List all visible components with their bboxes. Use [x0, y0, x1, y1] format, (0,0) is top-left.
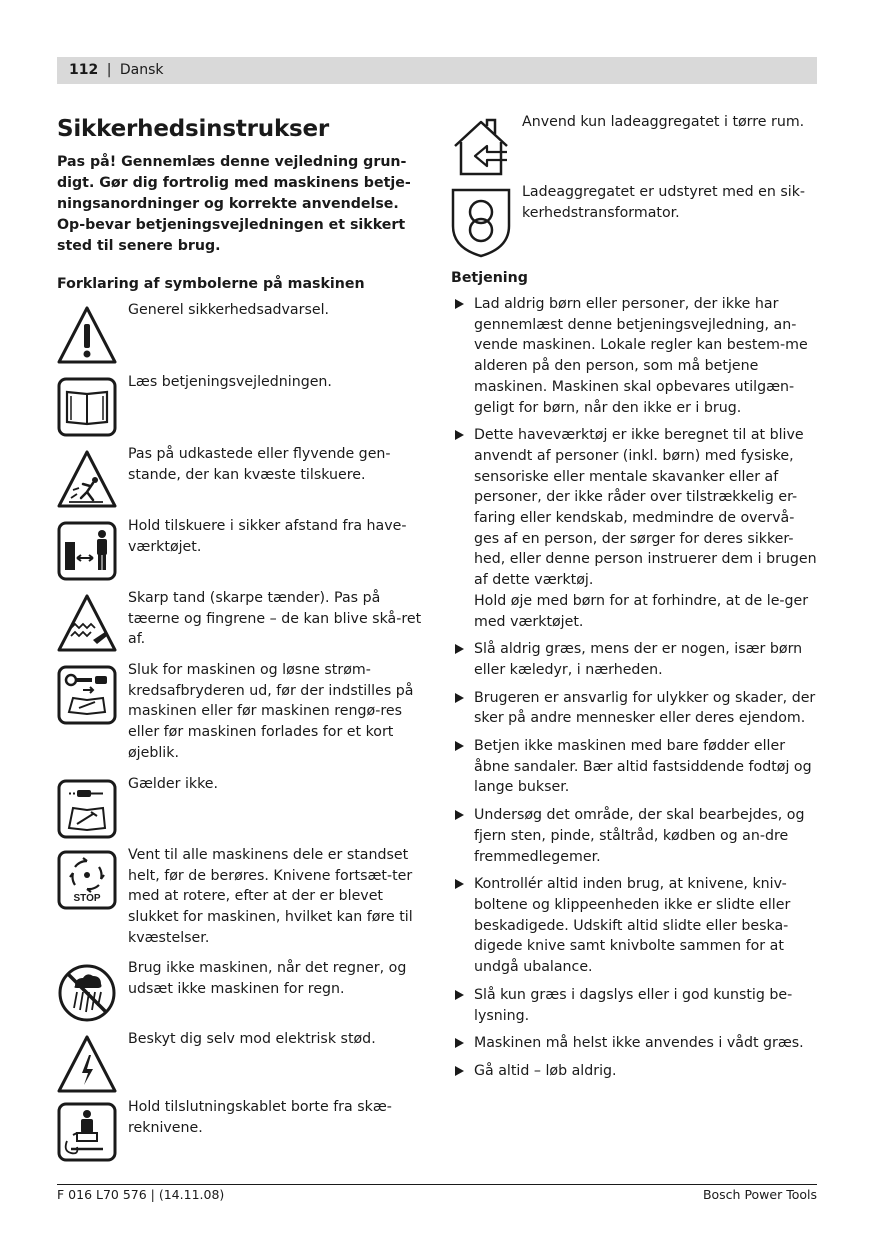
- symbol-row: [57, 300, 429, 366]
- symbol-row: [57, 444, 429, 510]
- symbol-text: Læs betjeningsvejledningen.: [128, 374, 332, 390]
- page-header: [57, 57, 817, 84]
- symbol-text: Generel sikkerhedsadvarsel.: [128, 302, 330, 318]
- list-item: Maskinen må helst ikke anvendes i vådt græs.: [451, 1033, 817, 1054]
- list-item: Brugeren er ansvarlig for ulykker og skader, der sker på andre mennesker eller deres ejendom.: [451, 688, 817, 729]
- footer-brand: Bosch Power Tools: [702, 1187, 817, 1202]
- flying-objects-icon: [57, 448, 117, 510]
- list-item: Kontrollér altid inden brug, at knivene, kniv-boltene og klippeenheden ikke er slidte eller beskadigede. Udskift altid slidte eller beska-digede knive samt knivbolte sammen for at undgå ubalance.: [451, 874, 817, 978]
- svg-text:STOP: STOP: [73, 893, 101, 904]
- symbol-text: Sluk for maskinen og løsne strøm-kredsafbryderen ud, før der indstilles på maskinen eller før maskinen rengø-res eller før maskinen forlades for et kort øjeblik.: [128, 662, 414, 761]
- symbol-row: [57, 1097, 429, 1163]
- symbol-row: [57, 958, 429, 1022]
- symbol-text: Vent til alle maskinens dele er standset helt, før de berøres. Knivene fortsæt-ter med at rotere, efter at der er blevet slukket for maskinen, hvilket kan føre til kvæstelser.: [128, 847, 413, 946]
- operation-list: [451, 294, 817, 1082]
- symbol-text: Pas på udkastede eller flyvende gen-stande, der kan kvæste tilskuere.: [128, 446, 391, 483]
- symbol-row: [57, 774, 429, 840]
- cable-away-icon: [57, 1101, 117, 1163]
- safety-transformer-icon: [451, 186, 511, 258]
- warning-triangle-icon: [57, 304, 117, 366]
- list-item: Undersøg det område, der skal bearbejdes, og fjern sten, pinde, ståltråd, kødben og an-dre fremmedlegemer.: [451, 805, 817, 867]
- footer-divider: [57, 1184, 817, 1185]
- operation-heading: Betjening: [451, 270, 528, 286]
- bystander-distance-icon: [57, 520, 117, 582]
- list-item-text: Dette haveværktøj er ikke beregnet til at blive anvendt af personer (inkl. børn) med fysiske, sensoriske eller mentale skavanker eller af personer, der ikke råder over tilstrækkelig er-faring eller kendskab, medmindre de overvå-ges af en person, der sørger for deres sikker-hed, eller denne person instruerer dem i brugen af dette værktøj.: [474, 427, 817, 589]
- footer-doc-id: F 016 L70 576 | (14.11.08): [57, 1187, 225, 1202]
- list-item-note: Hold øje med børn for at forhindre, at de le-ger med værktøjet.: [474, 592, 809, 630]
- symbol-row: [57, 845, 429, 953]
- symbol-text: Gælder ikke.: [128, 776, 219, 792]
- symbol-row: [57, 588, 429, 654]
- symbol-text: Beskyt dig selv mod elektrisk stød.: [128, 1031, 376, 1047]
- no-rain-icon: [57, 962, 117, 1024]
- left-column: [57, 112, 429, 1163]
- symbol-row: [57, 660, 429, 768]
- page-title: Sikkerhedsinstrukser: [57, 116, 330, 142]
- symbol-row: [451, 182, 817, 268]
- header-language: Dansk: [119, 62, 164, 78]
- page-number: 112: [69, 62, 99, 78]
- header-separator: |: [106, 62, 112, 78]
- symbol-row: [57, 1029, 429, 1097]
- symbol-text: Ladeaggregatet er udstyret med en sik-kerhedstransformator.: [522, 184, 806, 221]
- symbol-text: Brug ikke maskinen, når det regner, og udsæt ikke maskinen for regn.: [128, 960, 407, 997]
- symbol-text: Hold tilslutningskablet borte fra skæ-reknivene.: [128, 1099, 392, 1136]
- intro-warning: [57, 152, 429, 257]
- symbol-row: [57, 372, 429, 438]
- intro-text: Pas på! Gennemlæs denne vejledning grun-digt. Gør dig fortrolig med maskinens betje-ningsanordninger og korrekte anvendelse. Op-bevar betjeningsvejledningen et sikkert sted til senere brug.: [57, 154, 411, 254]
- symbol-text: Skarp tand (skarpe tænder). Pas på tæerne og fingrene – de kan blive skå-ret af.: [128, 590, 422, 648]
- symbol-text: Hold tilskuere i sikker afstand fra have-værktøjet.: [128, 518, 407, 555]
- disconnect-key-icon: [57, 664, 117, 726]
- list-item: Gå altid – løb aldrig.: [451, 1061, 817, 1082]
- list-item: Slå aldrig græs, mens der er nogen, især børn eller kæledyr, i nærheden.: [451, 639, 817, 680]
- list-item: Slå kun græs i dagslys eller i god kunstig be-lysning.: [451, 985, 817, 1026]
- manual-book-icon: [57, 376, 117, 438]
- sharp-teeth-icon: [57, 592, 117, 654]
- symbol-row: [57, 516, 429, 582]
- symbols-heading: Forklaring af symbolerne på maskinen: [57, 276, 365, 292]
- stop-rotation-icon: [57, 849, 117, 911]
- electric-shock-icon: [57, 1033, 117, 1095]
- symbol-text: Anvend kun ladeaggregatet i tørre rum.: [522, 114, 805, 130]
- list-item: Lad aldrig børn eller personer, der ikke har gennemlæst denne betjeningsvejledning, an-vende maskinen. Lokale regler kan bestem-me alderen på den person, som må betjene maskinen. Maskinen skal opbevares utilgæn-geligt for børn, når den ikke er i brug.: [451, 294, 817, 418]
- list-item: [451, 425, 817, 632]
- indoor-house-icon: [451, 116, 511, 178]
- symbol-row: [451, 112, 817, 184]
- list-item: Betjen ikke maskinen med bare fødder eller åbne sandaler. Bær altid fastsiddende fodtøj og lange bukser.: [451, 736, 817, 798]
- right-column: [451, 112, 817, 1089]
- not-applicable-icon: [57, 778, 117, 840]
